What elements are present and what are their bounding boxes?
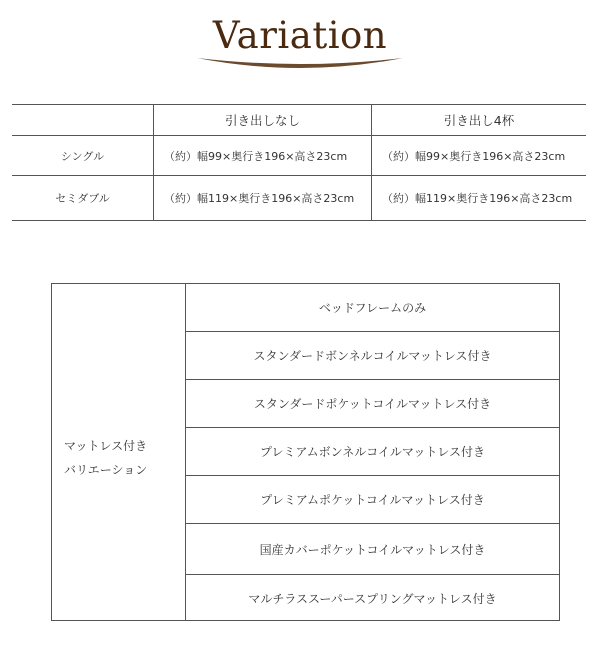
list-item: ベッドフレームのみ: [186, 284, 559, 332]
list-item: スタンダードボンネルコイルマットレス付き: [186, 332, 559, 380]
variation-label-line1: マットレス付き: [64, 439, 148, 453]
cell-single-4-drawers: （約）幅99×奥行き196×高さ23cm: [382, 149, 566, 163]
list-item: 国産カバーポケットコイルマットレス付き: [186, 524, 559, 575]
list-item: プレミアムポケットコイルマットレス付き: [186, 476, 559, 524]
list-item: マルチラススーパースプリングマットレス付き: [248, 591, 497, 606]
title-underline-swoosh: [195, 54, 405, 76]
cell-single-no-drawer: （約）幅99×奥行き196×高さ23cm: [154, 136, 372, 176]
list-item: プレミアムボンネルコイルマットレス付き: [186, 428, 559, 476]
size-table-header: [12, 105, 586, 136]
cell-semi-double-4-drawers: （約）幅119×奥行き196×高さ23cm: [382, 192, 573, 205]
variation-label-line2: バリエーション: [64, 463, 148, 477]
size-table: [12, 104, 586, 221]
variation-list: [186, 284, 559, 620]
table-row: [12, 176, 586, 221]
variation-label: [64, 434, 147, 482]
variation-label-cell: [52, 284, 186, 620]
header-4-drawers: 引き出し4杯: [443, 113, 515, 128]
cell-semi-double-no-drawer: （約）幅119×奥行き196×高さ23cm: [154, 176, 372, 221]
variation-table: [51, 283, 560, 621]
row-label-semi-double: セミダブル: [12, 176, 154, 221]
page-title: Variation: [212, 14, 388, 57]
list-item: スタンダードポケットコイルマットレス付き: [186, 380, 559, 428]
table-row: [12, 136, 586, 176]
row-label-single: シングル: [12, 136, 154, 176]
header-no-drawer: 引き出しなし: [154, 105, 372, 136]
size-table-corner: [12, 105, 154, 136]
